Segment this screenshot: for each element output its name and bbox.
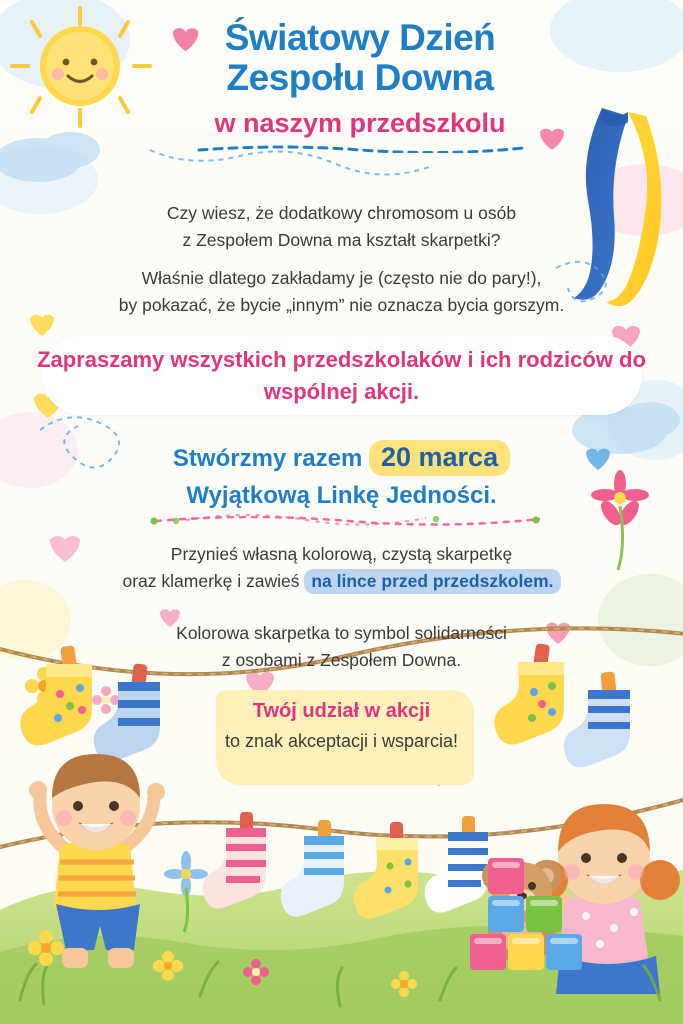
title-line-1: Światowy Dzień xyxy=(224,17,496,58)
closing-line-1: to znak akceptacji xyxy=(224,731,369,751)
title-subtitle: w naszym przedszkolu xyxy=(214,107,506,138)
instructions-line-1: Przynieś własną kolorową, czystą skarpetkę xyxy=(170,544,513,564)
paragraph-chromosome-line-2: z Zespołem Downa ma kształt skarpetki? xyxy=(182,230,501,251)
poster-title xyxy=(150,18,570,158)
invitation-text xyxy=(0,344,683,408)
dotted-divider xyxy=(150,516,540,526)
paragraph-why-line-1: Właśnie dlatego zakładamy je (często nie do pary!), xyxy=(141,268,542,288)
instructions-line-2 xyxy=(0,568,683,595)
paragraph-symbol xyxy=(0,620,683,674)
paragraph-why xyxy=(0,265,683,319)
closing-line-2: i wsparcia! xyxy=(373,731,459,751)
closing-headline: Twój udział w akcji xyxy=(252,700,431,722)
title-underline-decoration xyxy=(195,145,525,153)
title-line-2: Zespołu Downa xyxy=(226,56,494,98)
event-date: 20 marca xyxy=(369,440,510,476)
invitation-line-1: Zapraszamy wszystkich przedszkolaków xyxy=(37,347,462,372)
invitation-line-2: i ich rodziców do wspólnej akcji. xyxy=(263,347,646,404)
date-line-1 xyxy=(0,437,683,478)
paragraph-chromosome xyxy=(0,200,683,254)
date-prefix: Stwórzmy razem xyxy=(172,445,363,472)
date-line-2: Wyjątkową Linkę Jedności. xyxy=(186,481,497,509)
paragraph-why-line-2: by pokazać, że bycie „innym” nie oznacza bycia gorszym. xyxy=(118,295,565,316)
instructions-highlight: na lince przed przedszkolem. xyxy=(304,569,560,594)
paragraph-instructions xyxy=(0,541,683,595)
paragraph-chromosome-line-1: Czy wiesz, że dodatkowy chromosom u osób xyxy=(166,203,517,223)
closing-text xyxy=(0,696,683,755)
symbol-line-1: Kolorowa skarpetka to symbol solidarności xyxy=(176,623,507,643)
symbol-line-2: z osobami z Zespołem Downa. xyxy=(221,650,462,671)
date-block xyxy=(0,437,683,514)
instructions-line-2-prefix: oraz klamerkę i zawieś xyxy=(122,571,300,592)
